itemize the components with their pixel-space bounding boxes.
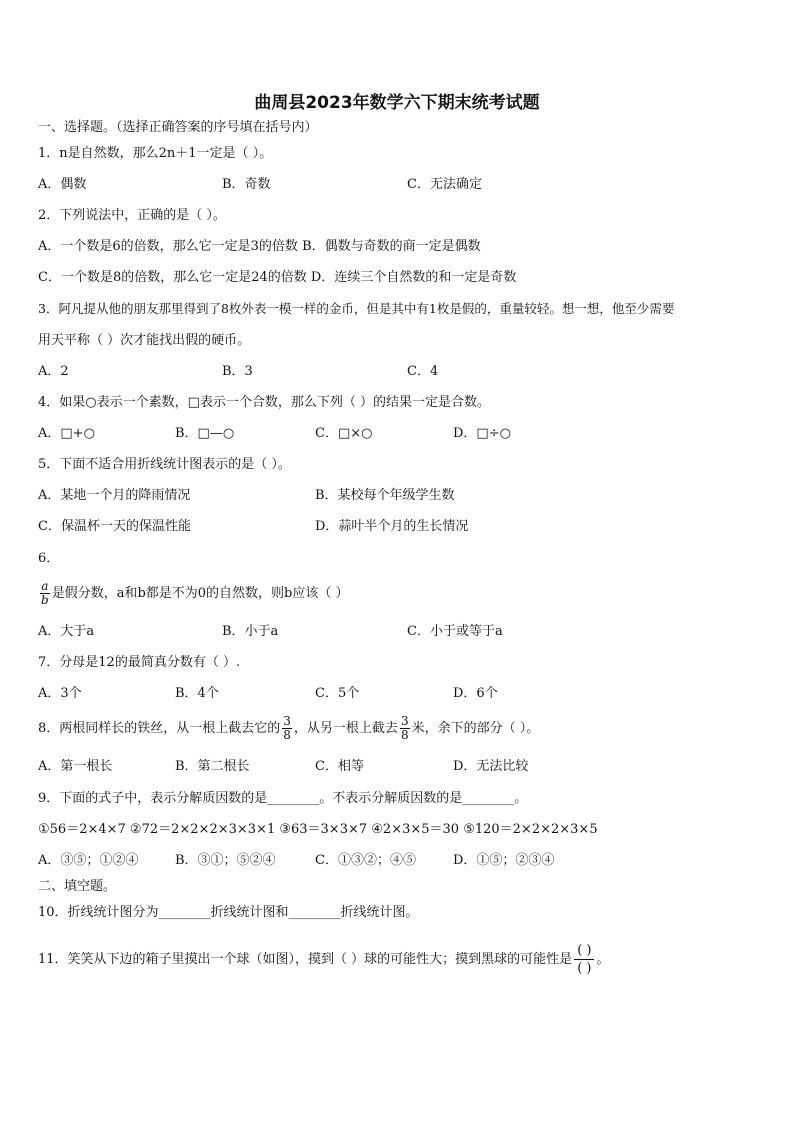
question-3-line1: 3．阿凡提从他的朋友那里得到了8枚外表一模一样的金币，但是其中有1枚是假的，重量较轻。想一想，他至少需要 — [38, 301, 675, 316]
q8-text-part2: ，从另一根上截去 — [293, 721, 398, 736]
q8-option-d: D．无法比较 — [453, 759, 529, 774]
q7-option-c: C．5个 — [315, 686, 360, 701]
question-5: 5．下面不适合用折线统计图表示的是（ ）。 — [38, 457, 291, 472]
q4-option-d: D．□÷○ — [453, 426, 511, 441]
q7-option-d: D．6个 — [453, 686, 498, 701]
question-6 — [38, 579, 349, 609]
q6-fraction-numerator: a — [41, 579, 49, 593]
q8-fraction-2-denominator: 8 — [400, 728, 409, 742]
q11-fraction-denominator: ( ) — [577, 961, 592, 976]
q9-expressions: ①56＝2×4×7 ②72＝2×2×2×3×3×1 ③63＝3×3×7 ④2×3×5＝30 ⑤120＝2×2×2×3×5 — [38, 822, 598, 837]
q7-option-a: A．3个 — [38, 686, 82, 701]
q1-option-a: A．偶数 — [38, 177, 87, 192]
q5-option-a: A．某地一个月的降雨情况 — [38, 488, 191, 503]
q6-fraction — [40, 580, 50, 607]
q1-option-b: B．奇数 — [222, 177, 271, 192]
question-3-line2: 用天平称（ ）次才能找出假的硬币。 — [38, 333, 251, 348]
q11-end: 。 — [596, 952, 610, 967]
q9-option-b: B．③①；⑤②④ — [175, 853, 276, 868]
section-heading-fill: 二、填空题。 — [38, 879, 117, 894]
q3-option-b: B．3 — [222, 364, 253, 379]
q11-text: 11．笑笑从下边的箱子里摸出一个球（如图），摸到（ ）球的可能性大；摸到黑球的可能性是 — [38, 952, 573, 967]
q8-text-part1: 8．两根同样长的铁丝，从一根上截去它的 — [38, 721, 281, 736]
q4-option-c: C．□×○ — [315, 426, 373, 441]
section-heading-choice: 一、选择题。（选择正确答案的序号填在括号内） — [38, 120, 318, 135]
q6-option-c: C．小于或等于a — [407, 624, 503, 639]
question-1: 1．n是自然数，那么2n＋1一定是（ ）。 — [38, 146, 273, 161]
q11-fraction-blank — [574, 942, 594, 977]
q4-option-b: B．□—○ — [175, 426, 235, 441]
question-7: 7．分母是12的最简真分数有（ ）. — [38, 655, 241, 670]
question-8 — [38, 714, 539, 744]
q6-option-b: B．小于a — [222, 624, 279, 639]
q8-option-b: B．第二根长 — [175, 759, 250, 774]
q8-fraction-1-numerator: 3 — [283, 714, 291, 728]
q9-option-c: C．①③②；④⑤ — [315, 853, 416, 868]
q8-option-a: A．第一根长 — [38, 759, 113, 774]
q11-fraction-numerator: ( ) — [574, 942, 594, 960]
q6-fraction-denominator: b — [41, 593, 49, 607]
q5-option-b: B．某校每个年级学生数 — [315, 488, 455, 503]
q8-fraction-1-denominator: 8 — [283, 728, 291, 742]
q5-option-d: D．蒜叶半个月的生长情况 — [315, 519, 469, 534]
question-6-number: 6． — [38, 551, 60, 566]
page-title: 曲周县2023年数学六下期末统考试题 — [254, 93, 540, 113]
q2-options-ab: A．一个数是6的倍数，那么它一定是3的倍数 B．偶数与奇数的商一定是偶数 — [38, 239, 481, 254]
q4-option-a: A．□+○ — [38, 426, 95, 441]
q2-options-cd: C．一个数是8的倍数，那么它一定是24的倍数 D．连续三个自然数的和一定是奇数 — [38, 270, 517, 285]
question-11 — [38, 940, 609, 980]
q8-fraction-2-numerator: 3 — [400, 714, 409, 728]
q9-option-d: D．①⑤；②③④ — [453, 853, 555, 868]
q5-option-c: C．保温杯一天的保温性能 — [38, 519, 191, 534]
q8-text-part3: 米，余下的部分（ ）。 — [411, 721, 540, 736]
q8-fraction-1 — [282, 715, 292, 742]
q6-text: 是假分数，a和b都是不为0的自然数，则b应该（ ） — [51, 586, 349, 601]
question-9: 9．下面的式子中，表示分解质因数的是________。不表示分解质因数的是________。 — [38, 791, 528, 806]
q9-option-a: A．③⑤；①②④ — [38, 853, 139, 868]
q6-option-a: A．大于a — [38, 624, 95, 639]
q7-option-b: B．4个 — [175, 686, 219, 701]
question-2: 2．下列说法中，正确的是（ ）。 — [38, 208, 226, 223]
question-4: 4．如果○表示一个素数，□表示一个合数，那么下列（ ）的结果一定是合数。 — [38, 395, 491, 410]
q3-option-c: C．4 — [407, 364, 439, 379]
q8-option-c: C．相等 — [315, 759, 364, 774]
q3-option-a: A．2 — [38, 364, 69, 379]
q8-fraction-2 — [400, 715, 410, 742]
question-10: 10．折线统计图分为________折线统计图和________折线统计图。 — [38, 905, 419, 920]
q1-option-c: C．无法确定 — [407, 177, 482, 192]
